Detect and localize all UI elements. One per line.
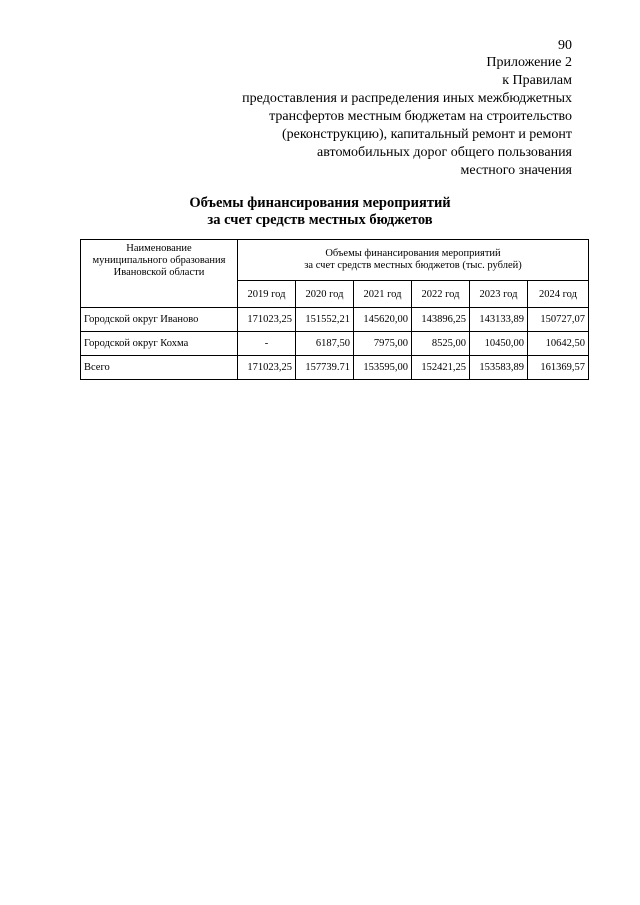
appendix-line: к Правилам — [502, 73, 572, 88]
value-cell: 150727,07 — [528, 308, 589, 332]
value-cell: 145620,00 — [354, 308, 412, 332]
value-cell: 151552,21 — [296, 308, 354, 332]
funding-table — [80, 239, 589, 380]
page-number: 90 — [558, 38, 572, 53]
header-line: муниципального образования — [92, 255, 226, 266]
year-header: 2024 год — [528, 281, 589, 308]
year-header: 2019 год — [238, 281, 296, 308]
header-line: Объемы финансирования мероприятий — [325, 248, 501, 259]
value-cell: 171023,25 — [238, 356, 296, 380]
title-line: за счет средств местных бюджетов — [207, 212, 433, 228]
value-cell: 143133,89 — [470, 308, 528, 332]
header-line: Наименование — [126, 243, 192, 254]
header-line: Ивановской области — [113, 267, 205, 278]
value-cell: - — [238, 332, 296, 356]
value-cell: 153583,89 — [470, 356, 528, 380]
municipality-column-header — [81, 240, 238, 308]
appendix-line: (реконструкцию), капитальный ремонт и ремонт — [281, 127, 572, 142]
municipality-name: Городской округ Кохма — [81, 332, 238, 356]
value-cell: 161369,57 — [528, 356, 589, 380]
appendix-header — [152, 54, 572, 180]
header-line: за счет средств местных бюджетов (тыс. рублей) — [304, 260, 522, 271]
appendix-line: автомобильных дорог общего пользования — [317, 145, 572, 160]
value-cell: 171023,25 — [238, 308, 296, 332]
total-label: Всего — [81, 356, 238, 380]
value-cell: 143896,25 — [412, 308, 470, 332]
value-cell: 8525,00 — [412, 332, 470, 356]
year-header: 2022 год — [412, 281, 470, 308]
appendix-line: трансфертов местным бюджетам на строительство — [269, 109, 572, 124]
table-row — [81, 332, 589, 356]
value-cell: 10450,00 — [470, 332, 528, 356]
value-cell: 6187,50 — [296, 332, 354, 356]
table-row — [81, 308, 589, 332]
table-header-row — [81, 240, 589, 281]
year-header: 2023 год — [470, 281, 528, 308]
table-row-total — [81, 356, 589, 380]
year-header: 2021 год — [354, 281, 412, 308]
document-title — [0, 195, 640, 229]
appendix-line: местного значения — [460, 163, 572, 178]
title-line: Объемы финансирования мероприятий — [189, 195, 451, 211]
municipality-name: Городской округ Иваново — [81, 308, 238, 332]
value-cell: 7975,00 — [354, 332, 412, 356]
value-cell: 10642,50 — [528, 332, 589, 356]
value-cell: 157739.71 — [296, 356, 354, 380]
value-cell: 153595,00 — [354, 356, 412, 380]
value-cell: 152421,25 — [412, 356, 470, 380]
appendix-line: Приложение 2 — [486, 55, 572, 70]
year-header: 2020 год — [296, 281, 354, 308]
funding-volume-header — [238, 240, 589, 281]
appendix-line: предоставления и распределения иных межбюджетных — [242, 91, 572, 106]
